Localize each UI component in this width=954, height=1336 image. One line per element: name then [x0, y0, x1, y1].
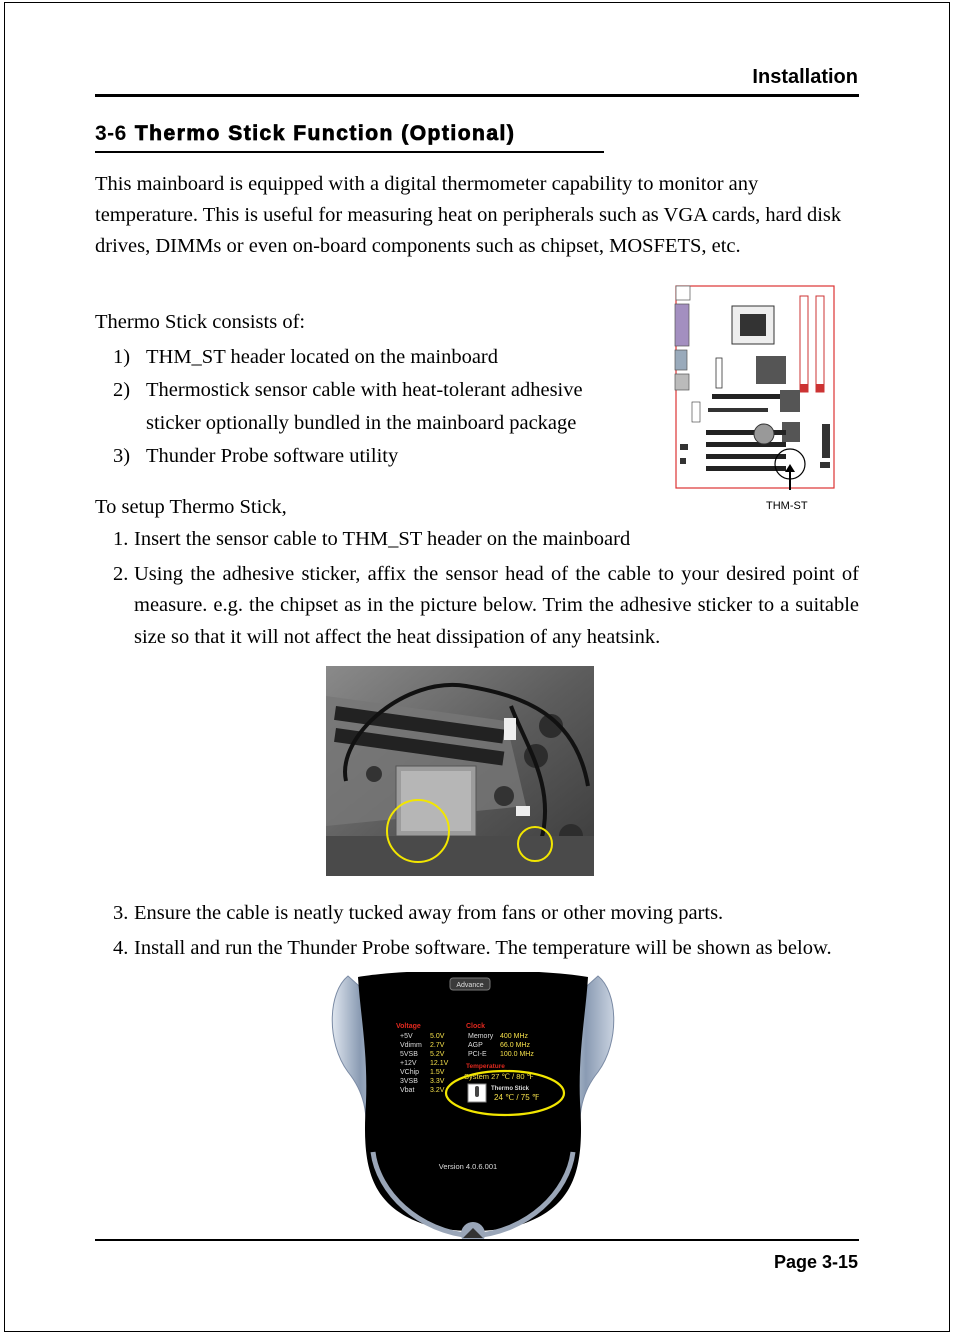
list-item-continuation: sticker optionally bundled in the mainboard package	[146, 412, 577, 434]
section-number: 3-6	[95, 122, 127, 145]
list-item: 2) Thermostick sensor cable with heat-tolerant adhesive	[113, 379, 583, 401]
thermo-stick-temperature: 24 ℃ / 75 ℉	[494, 1093, 540, 1102]
section-heading	[95, 122, 515, 146]
step-item: 4. Install and run the Thunder Probe software. The temperature will be shown as below.	[113, 936, 832, 959]
clock-name: AGP	[468, 1042, 483, 1049]
page-number: Page 3-15	[773, 1252, 858, 1272]
temperature-title: Temperature	[466, 1063, 505, 1070]
step-item: 2. Using the adhesive sticker, affix the sensor head of the cable to your desired point of measure. e.g. the chipset as in the picture below. Trim the adhesive sticker to a suitable size so that it will not affect the heat dissipation of any heatsink.	[113, 562, 859, 648]
list-item: 3) Thunder Probe software utility	[113, 445, 399, 467]
mainboard-layout-figure	[672, 284, 836, 490]
voltage-value: 5.0V	[430, 1033, 445, 1040]
voltage-value: 3.3V	[430, 1078, 445, 1085]
thermometer-icon	[475, 1086, 479, 1097]
voltage-name: +5V	[400, 1033, 413, 1040]
header-title: Installation	[752, 66, 858, 88]
voltage-value: 12.1V	[430, 1060, 449, 1067]
header-rule	[95, 94, 859, 97]
voltage-name: 5VSB	[400, 1051, 418, 1058]
voltage-name: 3VSB	[400, 1078, 418, 1085]
sensor-installation-photo	[326, 666, 594, 876]
clock-name: PCI-E	[468, 1051, 487, 1058]
voltage-name: Vdimm	[400, 1042, 422, 1049]
setup-steps	[113, 524, 859, 653]
voltage-name: +12V	[400, 1060, 417, 1067]
clock-list	[468, 1033, 534, 1058]
step-item: 3. Ensure the cable is neatly tucked away from fans or other moving parts.	[113, 902, 724, 924]
thm-st-label: THM-ST	[766, 500, 808, 512]
clock-name: Memory	[468, 1033, 494, 1040]
footer-rule	[95, 1239, 859, 1241]
clock-value: 100.0 MHz	[500, 1051, 534, 1058]
section-underline	[95, 151, 604, 153]
clock-value: 400 MHz	[500, 1033, 529, 1040]
setup-steps-continued	[113, 898, 859, 964]
voltage-title: Voltage	[396, 1023, 421, 1030]
advance-button-label: Advance	[456, 982, 484, 989]
clock-title: Clock	[466, 1023, 486, 1030]
consists-list	[113, 341, 583, 473]
voltage-value: 5.2V	[430, 1051, 445, 1058]
voltage-value: 1.5V	[430, 1069, 445, 1076]
setup-lead: To setup Thermo Stick,	[95, 496, 287, 518]
thermo-stick-label: Thermo Stick	[491, 1086, 530, 1092]
section-title: Thermo Stick Function (Optional)	[134, 122, 516, 145]
system-temperature: System 27 ℃ / 80 ℉	[464, 1072, 534, 1081]
list-item: 1) THM_ST header located on the mainboard	[113, 346, 499, 368]
voltage-value: 3.2V	[430, 1087, 445, 1094]
thunder-probe-screenshot	[328, 972, 618, 1240]
voltage-value: 2.7V	[430, 1042, 445, 1049]
step-item: 1. Insert the sensor cable to THM_ST header on the mainboard	[113, 528, 631, 550]
clock-value: 66.0 MHz	[500, 1042, 530, 1049]
intro-paragraph: This mainboard is equipped with a digital thermometer capability to monitor any temperature. This is useful for measuring heat on peripherals such as VGA cards, hard disk drives, DIMMs or even on-board components such as chipset, MOSFETS, etc.	[95, 173, 842, 257]
voltage-name: Vbat	[400, 1087, 415, 1094]
consists-lead: Thermo Stick consists of:	[95, 311, 306, 333]
voltage-name: VChip	[400, 1069, 420, 1076]
version-text: Version 4.0.6.001	[438, 1162, 498, 1171]
